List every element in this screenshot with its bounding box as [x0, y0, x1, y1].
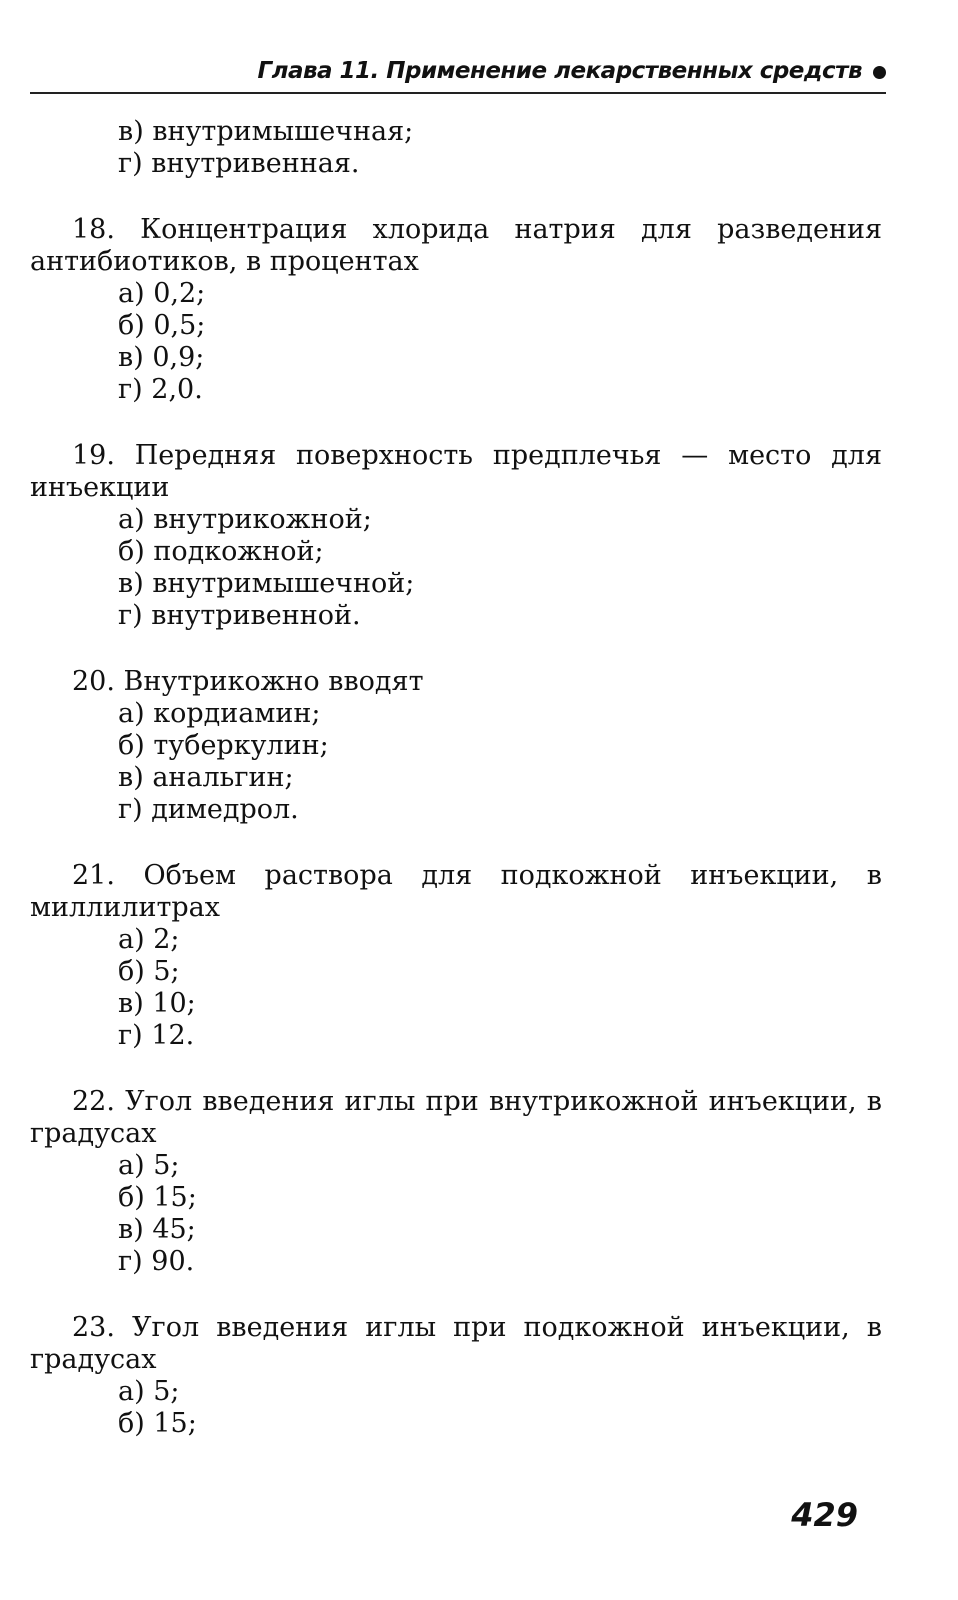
bullet-icon	[873, 66, 886, 79]
running-header	[30, 56, 886, 94]
answer-option: г) 90.	[118, 1246, 195, 1277]
answer-option: а) внутрикожной;	[118, 504, 372, 535]
question-text: 21. Объем раствора для подкожной инъекции, в миллилитрах	[30, 860, 882, 923]
answer-option: г) внутривенная.	[118, 148, 360, 179]
answer-option: г) внутривенной.	[118, 600, 361, 631]
answer-option: б) 5;	[118, 956, 180, 987]
answer-option: б) 15;	[118, 1182, 197, 1213]
page-content	[30, 116, 882, 1440]
answer-option: в) 0,9;	[118, 342, 205, 373]
question-21	[30, 860, 882, 1052]
answer-option: в) 45;	[118, 1214, 196, 1245]
continued-options	[30, 116, 882, 180]
question-18	[30, 214, 882, 406]
answer-option: в) 10;	[118, 988, 196, 1019]
answer-option: г) 2,0.	[118, 374, 203, 405]
answer-option: б) туберкулин;	[118, 730, 329, 761]
answer-option: б) 0,5;	[118, 310, 206, 341]
question-text: 23. Угол введения иглы при подкожной инъекции, в градусах	[30, 1312, 882, 1375]
answer-option: б) 15;	[118, 1408, 197, 1439]
question-text: 18. Концентрация хлорида натрия для разведения антибиотиков, в процентах	[30, 214, 882, 277]
answer-option: а) кордиамин;	[118, 698, 321, 729]
answer-option: г) 12.	[118, 1020, 195, 1051]
question-19	[30, 440, 882, 632]
answer-option: б) подкожной;	[118, 536, 324, 567]
question-text: 20. Внутрикожно вводят	[72, 666, 424, 697]
answer-option: в) внутримышечной;	[118, 568, 415, 599]
answer-option: в) внутримышечная;	[118, 116, 414, 147]
answer-option: в) анальгин;	[118, 762, 294, 793]
answer-option: а) 0,2;	[118, 278, 206, 309]
question-22	[30, 1086, 882, 1278]
chapter-title: Глава 11. Применение лекарственных средств	[257, 58, 862, 84]
answer-option: а) 5;	[118, 1376, 180, 1407]
question-20	[30, 666, 882, 826]
question-text: 22. Угол введения иглы при внутрикожной инъекции, в градусах	[30, 1086, 882, 1149]
answer-option: а) 5;	[118, 1150, 180, 1181]
answer-option: г) димедрол.	[118, 794, 299, 825]
page-number: 429	[791, 1496, 858, 1534]
answer-option: а) 2;	[118, 924, 180, 955]
question-text: 19. Передняя поверхность предплечья — место для инъекции	[30, 440, 882, 503]
question-23	[30, 1312, 882, 1440]
